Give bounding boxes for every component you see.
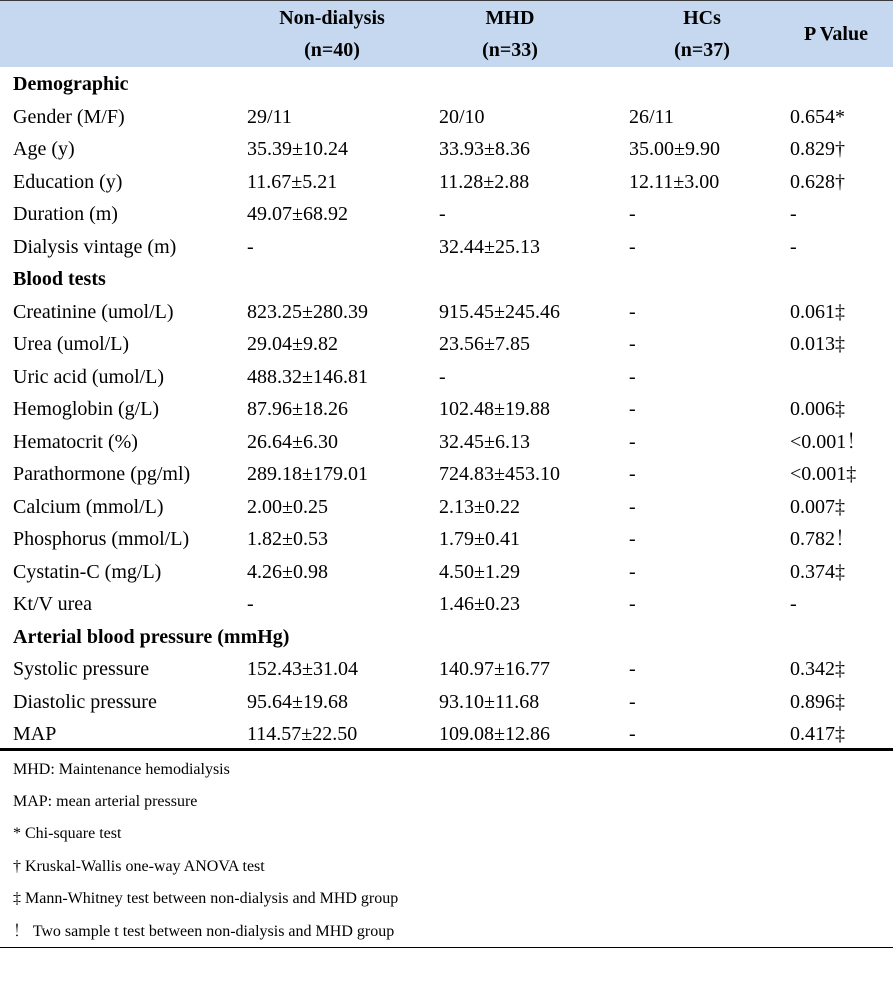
row-label: Systolic pressure — [13, 658, 150, 680]
non-dialysis-value: 49.07±68.92 — [247, 203, 348, 225]
p-value: 0.829† — [790, 138, 845, 160]
footnote: ！ Two sample t test between non-dialysis and MHD group — [13, 923, 395, 940]
row-label: Kt/V urea — [13, 593, 93, 615]
mhd-value: 32.44±25.13 — [439, 235, 540, 258]
p-value: - — [790, 203, 797, 225]
row-label: Dialysis vintage (m) — [13, 235, 177, 258]
p-value: 0.374‡ — [790, 560, 845, 583]
header-non-dialysis-n: (n=40) — [304, 39, 360, 61]
section-label: Blood tests — [13, 268, 106, 290]
row-label: Hemoglobin (g/L) — [13, 398, 160, 420]
mhd-value: 20/10 — [439, 105, 485, 128]
row-label: Cystatin-C (mg/L) — [13, 560, 162, 583]
table-header — [0, 0, 893, 67]
table-row — [0, 458, 893, 491]
header-hcs — [662, 2, 742, 66]
p-value: 0.417‡ — [790, 723, 845, 745]
table-row — [0, 556, 893, 589]
mhd-value: 32.45±6.13 — [439, 430, 530, 453]
non-dialysis-value: - — [247, 593, 254, 615]
p-value: - — [790, 593, 797, 615]
p-value: <0.001！ — [790, 430, 867, 453]
p-value: - — [790, 235, 797, 258]
row-label: Uric acid (umol/L) — [13, 365, 165, 388]
non-dialysis-value: 4.26±0.98 — [247, 560, 328, 583]
row-label: Calcium (mmol/L) — [13, 495, 164, 518]
row-label: Duration (m) — [13, 203, 118, 225]
hcs-value: - — [629, 333, 636, 355]
header-hcs-n: (n=37) — [674, 39, 730, 61]
footnote: * Chi-square test — [13, 825, 122, 842]
row-label: Age (y) — [13, 138, 75, 160]
table-row — [0, 588, 893, 621]
mhd-value: 11.28±2.88 — [439, 170, 530, 193]
row-label: Urea (umol/L) — [13, 333, 130, 355]
non-dialysis-value: - — [247, 235, 254, 258]
hcs-value: - — [629, 495, 636, 518]
header-mhd-label: MHD — [485, 7, 535, 29]
row-label: Diastolic pressure — [13, 690, 157, 713]
footnote: MHD: Maintenance hemodialysis — [13, 761, 230, 778]
hcs-value: - — [629, 690, 636, 713]
non-dialysis-value: 1.82±0.53 — [247, 528, 328, 550]
header-hcs-label: HCs — [683, 7, 721, 29]
section-row — [0, 68, 893, 101]
non-dialysis-value: 95.64±19.68 — [247, 690, 348, 713]
non-dialysis-value: 11.67±5.21 — [247, 170, 338, 193]
non-dialysis-value: 87.96±18.26 — [247, 398, 348, 420]
p-value: <0.001‡ — [790, 463, 857, 485]
non-dialysis-value: 152.43±31.04 — [247, 658, 358, 680]
hcs-value: - — [629, 593, 636, 615]
non-dialysis-value: 26.64±6.30 — [247, 430, 338, 453]
row-label: Creatinine (umol/L) — [13, 300, 174, 323]
mhd-value: 140.97±16.77 — [439, 658, 550, 680]
row-label: MAP — [13, 723, 57, 745]
table-row — [0, 166, 893, 199]
hcs-value: 35.00±9.90 — [629, 138, 720, 160]
footnote: MAP: mean arterial pressure — [13, 793, 198, 810]
table-row — [0, 133, 893, 166]
hcs-value: - — [629, 528, 636, 550]
non-dialysis-value: 29.04±9.82 — [247, 333, 338, 355]
mhd-value: 4.50±1.29 — [439, 560, 520, 583]
mhd-value: 1.79±0.41 — [439, 528, 520, 550]
row-label: Hematocrit (%) — [13, 430, 138, 453]
non-dialysis-value: 488.32±146.81 — [247, 365, 368, 388]
row-label: Phosphorus (mmol/L) — [13, 528, 190, 550]
p-value: 0.013‡ — [790, 333, 845, 355]
table-row — [0, 523, 893, 556]
mhd-value: - — [439, 365, 446, 388]
hcs-value: - — [629, 723, 636, 745]
non-dialysis-value: 289.18±179.01 — [247, 463, 368, 485]
table-row — [0, 296, 893, 329]
p-value: 0.061‡ — [790, 300, 845, 323]
row-label: Education (y) — [13, 170, 123, 193]
row-label: Gender (M/F) — [13, 105, 125, 128]
p-value: 0.342‡ — [790, 658, 845, 680]
header-non-dialysis-label: Non-dialysis — [279, 7, 385, 29]
mhd-value: 109.08±12.86 — [439, 723, 550, 745]
hcs-value: - — [629, 398, 636, 420]
table-row — [0, 231, 893, 264]
footnote: ‡ Mann-Whitney test between non-dialysis and MHD group — [13, 890, 399, 907]
hcs-value: - — [629, 463, 636, 485]
hcs-value: 12.11±3.00 — [629, 170, 720, 193]
table-row — [0, 198, 893, 231]
hcs-value: 26/11 — [629, 105, 674, 128]
header-mhd — [470, 2, 550, 66]
table-row — [0, 718, 893, 751]
section-label: Arterial blood pressure (mmHg) — [13, 625, 290, 648]
footnote-bottom-rule — [0, 947, 893, 948]
footnote: † Kruskal-Wallis one-way ANOVA test — [13, 858, 265, 875]
mhd-value: 33.93±8.36 — [439, 138, 530, 160]
hcs-value: - — [629, 560, 636, 583]
section-row — [0, 263, 893, 296]
header-mhd-n: (n=33) — [482, 39, 538, 61]
p-value: 0.007‡ — [790, 495, 845, 518]
mhd-value: 93.10±11.68 — [439, 690, 540, 713]
mhd-value: 102.48±19.88 — [439, 398, 550, 420]
p-value: 0.896‡ — [790, 690, 845, 713]
table-row — [0, 328, 893, 361]
hcs-value: - — [629, 430, 636, 453]
hcs-value: - — [629, 365, 636, 388]
table-row — [0, 361, 893, 394]
mhd-value: - — [439, 203, 446, 225]
mhd-value: 915.45±245.46 — [439, 300, 560, 323]
non-dialysis-value: 2.00±0.25 — [247, 495, 328, 518]
mhd-value: 1.46±0.23 — [439, 593, 520, 615]
hcs-value: - — [629, 235, 636, 258]
mhd-value: 724.83±453.10 — [439, 463, 560, 485]
p-value: 0.782！ — [790, 528, 855, 550]
table-row — [0, 653, 893, 686]
mhd-value: 2.13±0.22 — [439, 495, 520, 518]
non-dialysis-value: 114.57±22.50 — [247, 723, 358, 745]
table-row — [0, 491, 893, 524]
non-dialysis-value: 35.39±10.24 — [247, 138, 348, 160]
header-non-dialysis — [272, 2, 392, 66]
p-value: 0.006‡ — [790, 398, 845, 420]
table-row — [0, 393, 893, 426]
non-dialysis-value: 823.25±280.39 — [247, 300, 368, 323]
section-label: Demographic — [13, 73, 129, 95]
hcs-value: - — [629, 300, 636, 323]
hcs-value: - — [629, 658, 636, 680]
table-row — [0, 101, 893, 134]
p-value: 0.654* — [790, 105, 845, 128]
table-bottom-rule — [0, 748, 893, 751]
table-row — [0, 686, 893, 719]
header-p-value: P Value — [804, 23, 868, 45]
section-row — [0, 621, 893, 654]
hcs-value: - — [629, 203, 636, 225]
non-dialysis-value: 29/11 — [247, 105, 292, 128]
row-label: Parathormone (pg/ml) — [13, 463, 191, 485]
p-value: 0.628† — [790, 170, 845, 193]
table-row — [0, 426, 893, 459]
mhd-value: 23.56±7.85 — [439, 333, 530, 355]
